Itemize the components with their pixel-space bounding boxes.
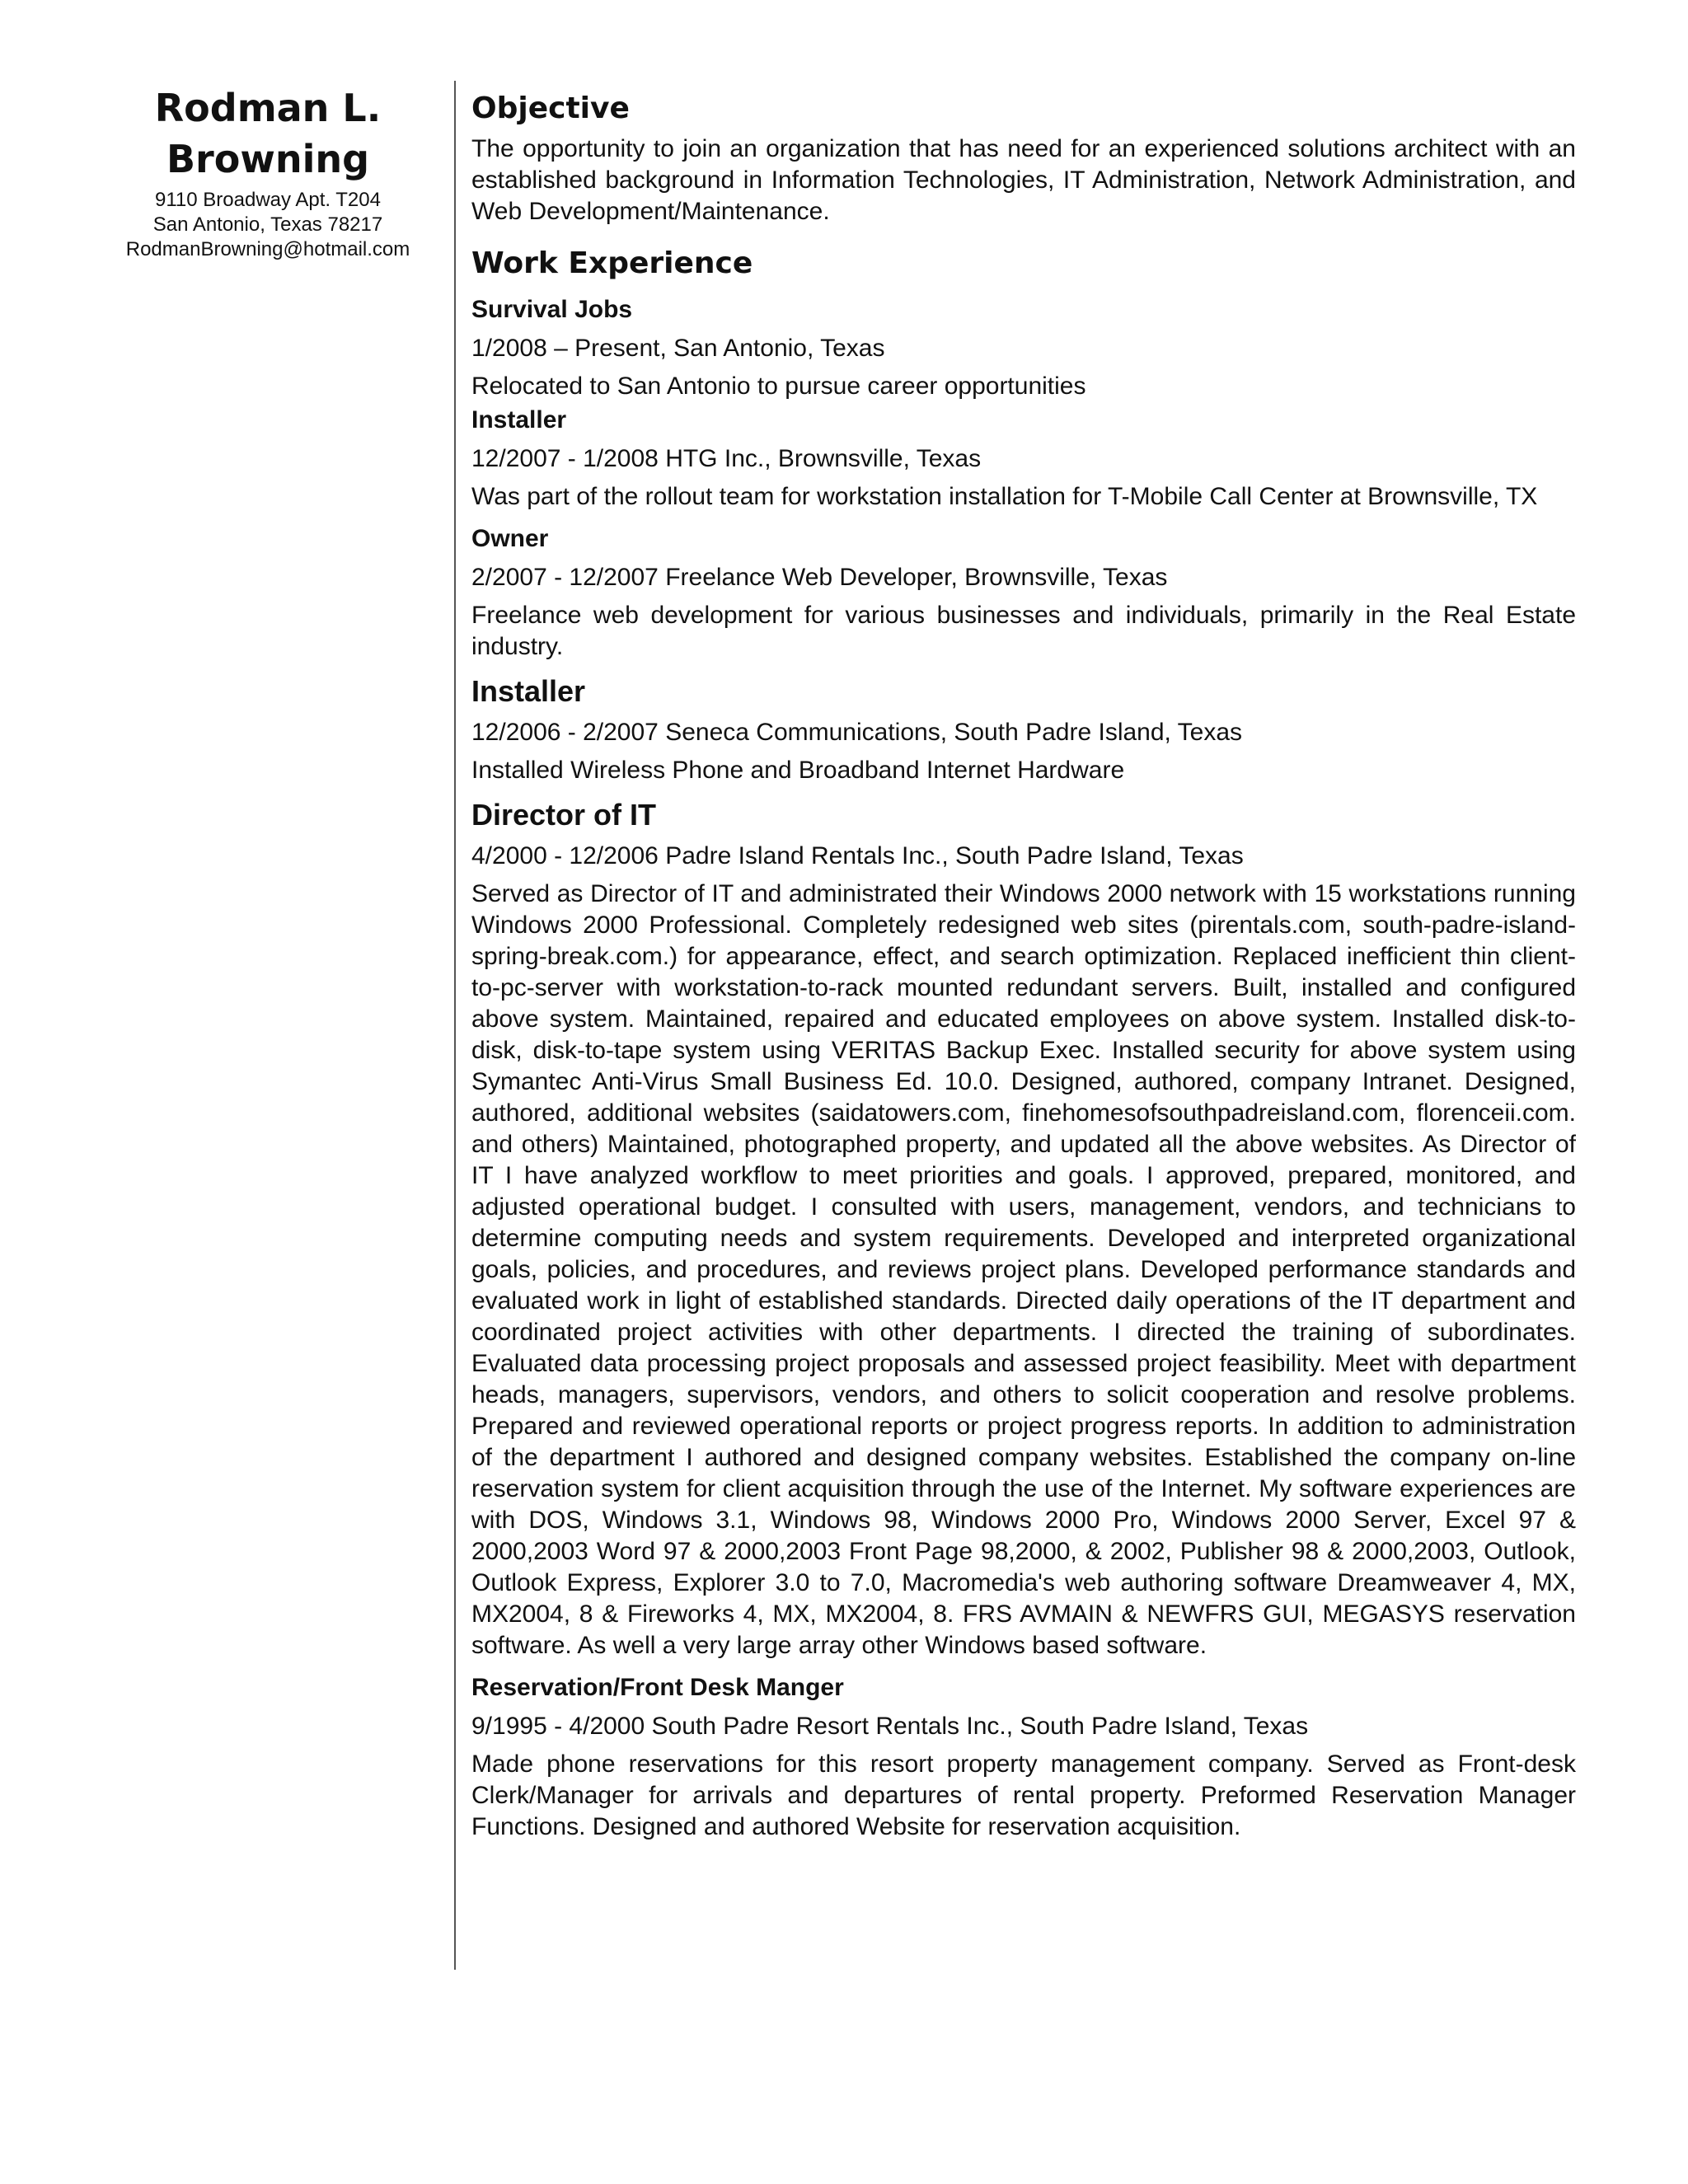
job-dates: 12/2006 - 2/2007 Seneca Communications, South Padre Island, Texas [471, 719, 1243, 746]
job-title: Owner [471, 525, 549, 552]
job-entry [471, 1671, 1576, 1843]
job-description: Made phone reservations for this resort property management company. Served as Front-desk Clerk/Manager for arrivals and departures of rental property. Preformed Reservation Manager Functions. Designed and authored Website for reservation acquisition. [471, 1750, 1576, 1840]
job-entry [471, 523, 1576, 663]
job-dates: 9/1995 - 4/2000 South Padre Resort Rentals Inc., South Padre Island, Texas [471, 1713, 1309, 1740]
job-entry [471, 293, 1576, 402]
job-dates: 1/2008 – Present, San Antonio, Texas [471, 335, 885, 362]
contact-block [87, 188, 449, 262]
job-title: Installer [471, 674, 586, 708]
name-line-2: Browning [166, 137, 370, 181]
work-experience-title: Work Experience [471, 246, 753, 280]
main-column [471, 89, 1576, 1843]
job-description: Installed Wireless Phone and Broadband Internet Hardware [471, 757, 1125, 784]
job-description: Was part of the rollout team for workstation installation for T-Mobile Call Center at Brownsville, TX [471, 483, 1538, 510]
job-description: Served as Director of IT and administrated their Windows 2000 network with 15 workstations running Windows 2000 Professional. Completely redesigned web sites (pirentals.com, south-padre-island-spring-break.com.) for appearance, effect, and search optimization. Replaced inefficient thin client-to-pc-server with workstation-to-rack mounted redundant servers. Built, installed and configured above system. Maintained, repaired and educated employees on above system. Installed disk-to-disk, disk-to-tape system using VERITAS Backup Exec. Installed security for above system using Symantec Anti-Virus Small Business Ed. 10.0. Designed, authored, company Intranet. Designed, authored, additional websites (saidatowers.com, finehomesofsouthpadreisland.com, florenceii.com. and others) Maintained, photographed property, and updated all the above websites. As Director of IT I have analyzed workflow to meet priorities and goals. I approved, prepared, monitored, and adjusted operational budget. I consulted with users, management, vendors, and technicians to determine computing needs and system requirements. Developed and interpreted organizational goals, policies, and procedures, and reviews project plans. Developed performance standards and evaluated work in light of established standards. Directed daily operations of the IT department and coordinated project activities with other departments. I directed the training of subordinates. Evaluated data processing project proposals and assessed project feasibility. Meet with department heads, managers, supervisors, vendors, and others to solicit cooperation and resolve problems. Prepared and reviewed operational reports or project progress reports. In addition to administration of the department I authored and designed company websites. Established the company on-line reservation system for client acquisition through the use of the Internet. My software experiences are with DOS, Windows 3.1, Windows 98, Windows 2000 Pro, Windows 2000 Server, Excel 97 & 2000,2003 Word 97 & 2000,2003 Front Page 98,2000, & 2002, Publisher 98 & 2000,2003, Outlook, Outlook Express, Explorer 3.0 to 7.0, Macromedia's web authoring software Dreamweaver 4, MX, MX2004, 8 & Fireworks 4, MX, MX2004, 8. FRS AVMAIN & NEWFRS GUI, MEGASYS reservation software. As well a very large array other Windows based software. [471, 880, 1576, 1659]
job-title: Survival Jobs [471, 296, 633, 323]
name-line-1: Rodman L. [154, 86, 382, 130]
objective-section [471, 89, 1576, 227]
job-entry [471, 796, 1576, 1661]
column-divider [454, 81, 456, 1970]
job-title: Reservation/Front Desk Manger [471, 1674, 844, 1701]
job-dates: 4/2000 - 12/2006 Padre Island Rentals Inc., South Padre Island, Texas [471, 842, 1244, 869]
contact-column [87, 82, 449, 262]
job-entry [471, 673, 1576, 786]
work-experience-section [471, 244, 1576, 1843]
job-description: Freelance web development for various businesses and individuals, primarily in the Real Estate industry. [471, 602, 1576, 660]
address-line-2: San Antonio, Texas 78217 [152, 213, 383, 236]
objective-text: The opportunity to join an organization that has need for an experienced solutions architect with an established background in Information Technologies, IT Administration, Network Administration, and Web Development/Maintenance. [471, 135, 1576, 225]
email-address: RodmanBrowning@hotmail.com [125, 238, 410, 260]
job-title: Director of IT [471, 798, 657, 832]
objective-title: Objective [471, 91, 630, 125]
job-dates: 12/2007 - 1/2008 HTG Inc., Brownsville, Texas [471, 445, 982, 472]
job-title: Installer [471, 406, 567, 434]
job-entry [471, 404, 1576, 513]
job-dates: 2/2007 - 12/2007 Freelance Web Developer, Brownsville, Texas [471, 564, 1168, 591]
job-description: Relocated to San Antonio to pursue career opportunities [471, 373, 1086, 400]
address-line-1: 9110 Broadway Apt. T204 [155, 189, 381, 211]
